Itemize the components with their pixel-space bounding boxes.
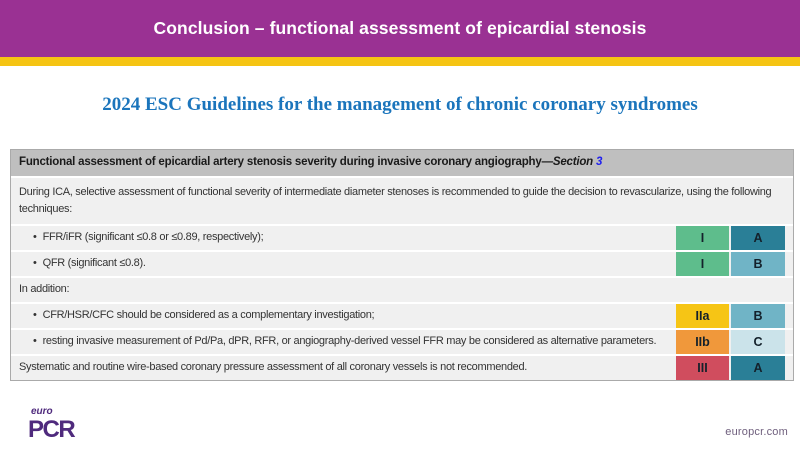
row-text-label: FFR/iFR (significant ≤0.8 or ≤0.89, respectively);: [42, 231, 264, 244]
row-text-label: QFR (significant ≤0.8).: [42, 257, 146, 270]
table-header-section-label: Section: [552, 156, 594, 169]
row-text: [11, 252, 676, 276]
level-badge: A: [731, 226, 785, 250]
table-row: [11, 278, 793, 302]
level-badge: B: [731, 304, 785, 328]
row-text: Systematic and routine wire-based coronary pressure assessment of all coronary vessels is not recommended.: [19, 361, 528, 374]
table-row: [11, 356, 793, 380]
bullet-icon: •: [33, 257, 37, 270]
row-text: [11, 304, 676, 328]
level-badge: A: [731, 356, 785, 380]
bullet-icon: •: [33, 231, 37, 244]
table-row: [11, 226, 793, 250]
table-row: [11, 252, 793, 276]
class-badge: I: [676, 252, 729, 276]
row-text: During ICA, selective assessment of functional severity of intermediate diameter stenoses is recommended to guide the decision to revascularize, using the following techniques:: [19, 185, 772, 215]
guidelines-subtitle: 2024 ESC Guidelines for the management of chronic coronary syndromes: [102, 94, 698, 115]
recommendation-badges: [676, 226, 793, 250]
guideline-table: [10, 149, 794, 381]
europcr-logo-pcr: PCR: [28, 416, 75, 443]
row-text-label: CFR/HSR/CFC should be considered as a complementary investigation;: [42, 309, 375, 322]
accent-bar: [0, 57, 800, 66]
website-text: europcr.com: [725, 426, 788, 438]
level-badge: C: [731, 330, 785, 354]
row-text: [11, 226, 676, 250]
class-badge: I: [676, 226, 729, 250]
class-badge: IIa: [676, 304, 729, 328]
europcr-logo-euro: euro: [31, 406, 53, 417]
row-text: In addition:: [19, 283, 70, 296]
slide-title-band: [0, 0, 800, 57]
class-badge: III: [676, 356, 729, 380]
bullet-icon: •: [33, 309, 37, 322]
table-header-row: [11, 150, 793, 176]
slide-title: Conclusion – functional assessment of epicardial stenosis: [153, 18, 647, 38]
row-text-label: resting invasive measurement of Pd/Pa, dPR, RFR, or angiography-derived vessel FFR may be considered as alternative parameters.: [42, 335, 657, 348]
table-row: [11, 330, 793, 354]
table-row: [11, 304, 793, 328]
level-badge: B: [731, 252, 785, 276]
recommendation-badges: [676, 356, 793, 380]
table-header-section-number: 3: [596, 156, 603, 169]
europcr-logo: [28, 407, 74, 442]
table-row: [11, 178, 793, 224]
table-header-text: [11, 150, 793, 176]
class-badge: IIb: [676, 330, 729, 354]
recommendation-badges: [676, 252, 793, 276]
row-text: [11, 330, 676, 354]
recommendation-badges: [676, 330, 793, 354]
table-header-main: Functional assessment of epicardial artery stenosis severity during invasive coronary angiography—: [19, 156, 553, 169]
bullet-icon: •: [33, 335, 37, 348]
recommendation-badges: [676, 304, 793, 328]
